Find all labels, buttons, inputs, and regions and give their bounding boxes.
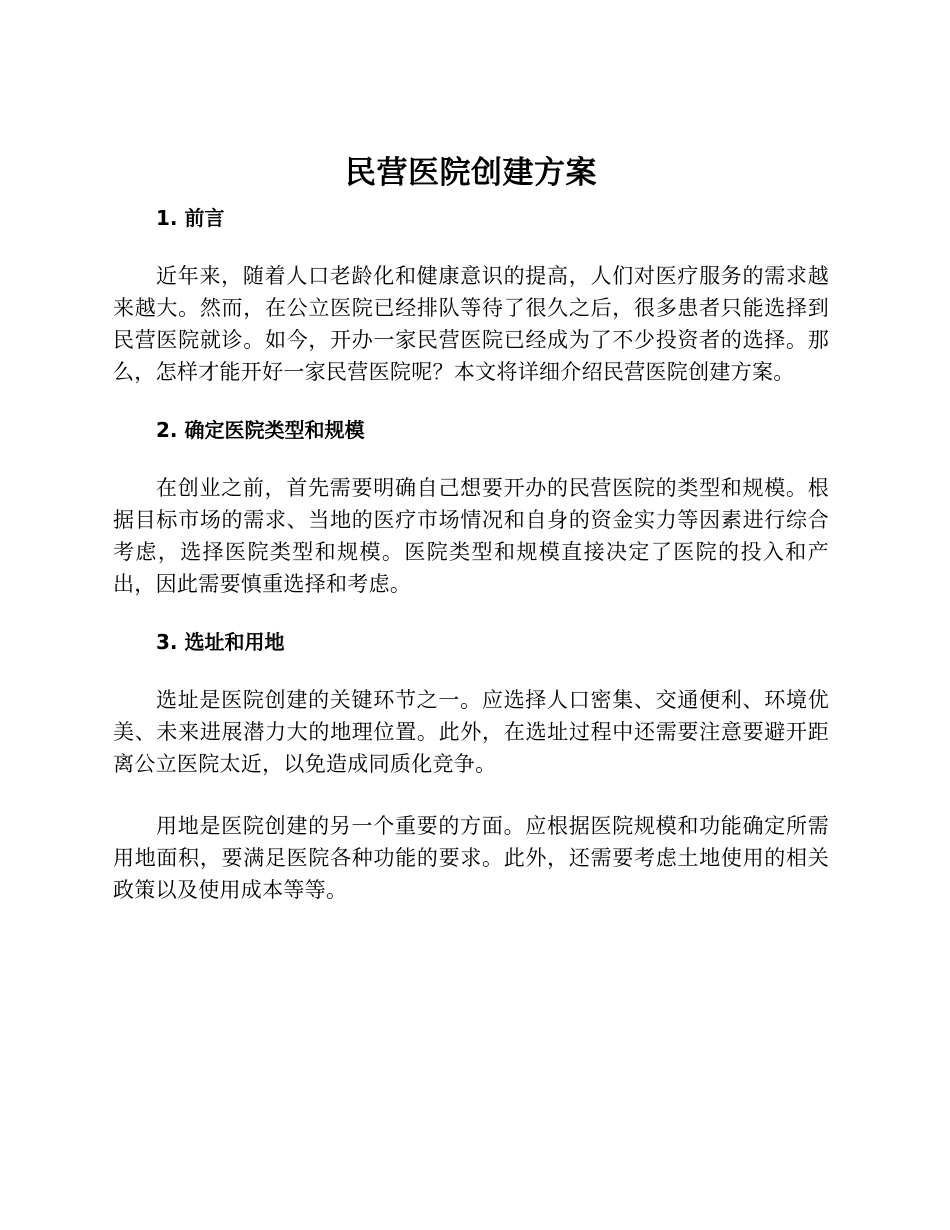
paragraph-site-selection: 选址是医院创建的关键环节之一。应选择人口密集、交通便利、环境优美、未来进展潜力大的地理位置。此外，在选址过程中还需要注意要避开距离公立医院太近，以免造成同质化竞争。: [113, 688, 829, 776]
paragraph-land-use: 用地是医院创建的另一个重要的方面。应根据医院规模和功能确定所需用地面积，要满足医院各种功能的要求。此外，还需要考虑土地使用的相关政策以及使用成本等等。: [113, 814, 829, 902]
section-heading-preface: 1. 前言: [156, 206, 225, 230]
section-heading-site-selection: 3. 选址和用地: [156, 630, 285, 654]
paragraph-preface: 近年来，随着人口老龄化和健康意识的提高，人们对医疗服务的需求越来越大。然而，在公立医院已经排队等待了很久之后，很多患者只能选择到民营医院就诊。如今，开办一家民营医院已经成为了不少投资者的选择。那么，怎样才能开好一家民营医院呢？本文将详细介绍民营医院创建方案。: [113, 264, 829, 384]
paragraph-hospital-type: 在创业之前，首先需要明确自己想要开办的民营医院的类型和规模。根据目标市场的需求、当地的医疗市场情况和自身的资金实力等因素进行综合考虑，选择医院类型和规模。医院类型和规模直接决定了医院的投入和产出，因此需要慎重选择和考虑。: [113, 476, 829, 596]
document-content: [113, 150, 829, 906]
section-heading-hospital-type: 2. 确定医院类型和规模: [156, 418, 365, 442]
document-title: 民营医院创建方案: [345, 155, 597, 191]
